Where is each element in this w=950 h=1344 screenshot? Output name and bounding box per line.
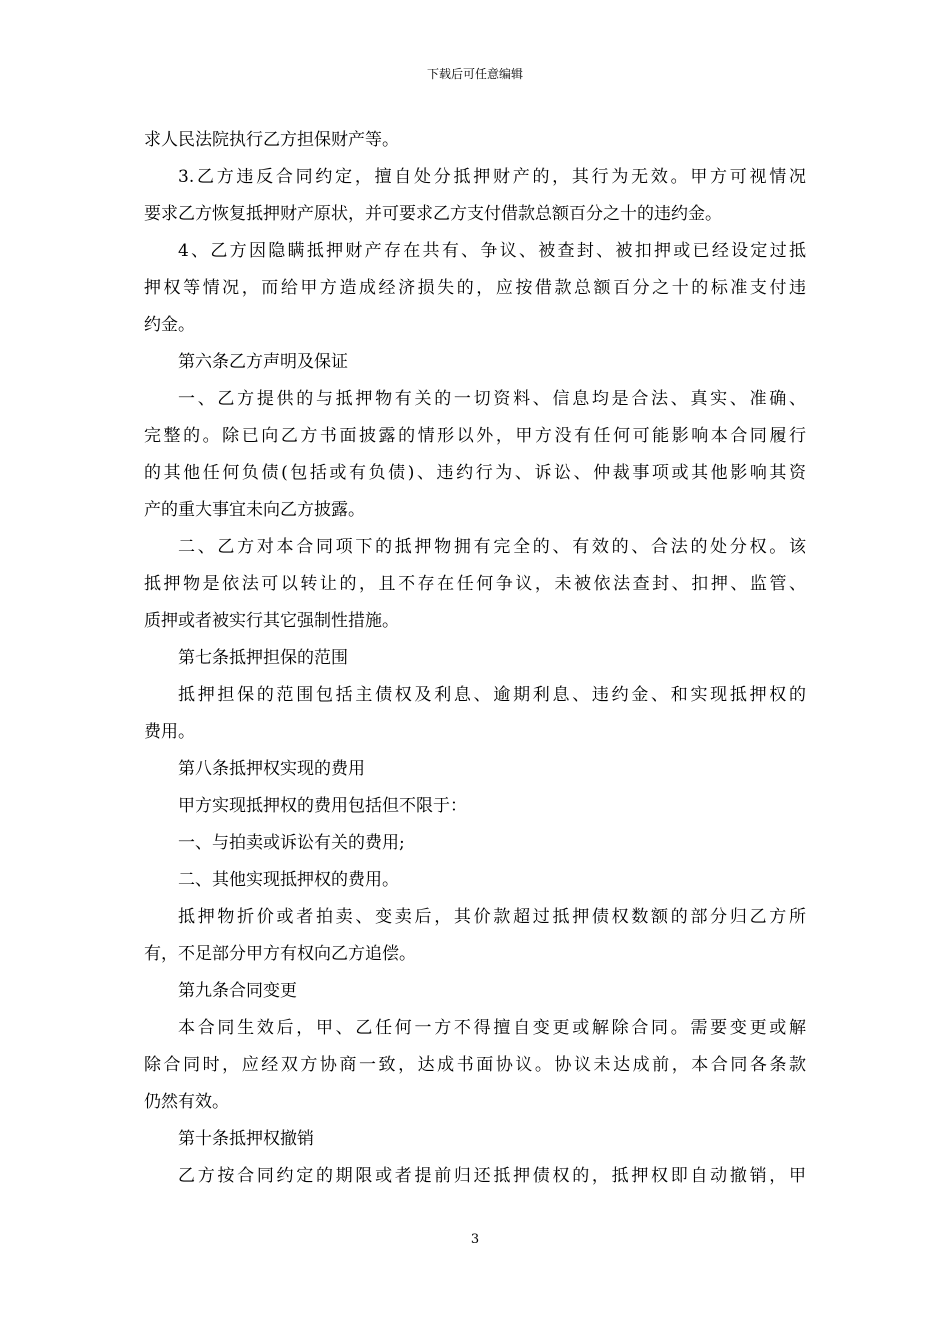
text-line: 仍然有效。 xyxy=(144,1092,229,1112)
text-line: 质押或者被实行其它强制性措施。 xyxy=(144,611,399,631)
text-line: 的其他任何负债(包括或有负债)、违约行为、诉讼、仲裁事项或其他影响其资 xyxy=(144,463,806,483)
text-line: 3.乙方违反合同约定，擅自处分抵押财产的，其行为无效。甲方可视情况 xyxy=(178,167,806,187)
paragraph xyxy=(144,825,806,862)
text-line: 完整的。除已向乙方书面披露的情形以外，甲方没有任何可能影响本合同履行 xyxy=(144,426,806,446)
paragraph xyxy=(144,1010,806,1121)
text-line: 抵押担保的范围包括主债权及利息、逾期利息、违约金、和实现抵押权的 xyxy=(178,685,806,705)
text-line: 4、乙方因隐瞒抵押财产存在共有、争议、被查封、被扣押或已经设定过抵 xyxy=(178,241,806,261)
page-header: 下载后可任意编辑 xyxy=(426,67,523,81)
text-line: 押权等情况，而给甲方造成经济损失的，应按借款总额百分之十的标准支付违 xyxy=(144,278,806,298)
text-line: 甲方实现抵押权的费用包括但不限于： xyxy=(178,796,467,816)
paragraph xyxy=(144,529,806,640)
paragraph xyxy=(144,381,806,529)
text-line: 抵押物是依法可以转让的，且不存在任何争议，未被依法查封、扣押、监管、 xyxy=(144,574,806,594)
paragraph xyxy=(144,159,806,233)
text-line: 第七条抵押担保的范围 xyxy=(178,648,348,668)
paragraph xyxy=(144,677,806,751)
text-line: 一、乙方提供的与抵押物有关的一切资料、信息均是合法、真实、准确、 xyxy=(178,389,806,409)
text-line: 乙方按合同约定的期限或者提前归还抵押债权的，抵押权即自动撤销，甲 xyxy=(178,1166,806,1186)
paragraph xyxy=(144,344,806,381)
text-line: 第六条乙方声明及保证 xyxy=(178,352,348,372)
text-line: 产的重大事宜未向乙方披露。 xyxy=(144,500,365,520)
paragraph xyxy=(144,862,806,899)
text-line: 费用。 xyxy=(144,722,195,742)
paragraph xyxy=(144,788,806,825)
text-line: 有，不足部分甲方有权向乙方追偿。 xyxy=(144,944,416,964)
paragraph xyxy=(144,751,806,788)
text-line: 求人民法院执行乙方担保财产等。 xyxy=(144,130,399,150)
paragraph xyxy=(144,640,806,677)
text-line: 第八条抵押权实现的费用 xyxy=(178,759,365,779)
paragraph xyxy=(144,1158,806,1195)
text-line: 二、乙方对本合同项下的抵押物拥有完全的、有效的、合法的处分权。该 xyxy=(178,537,806,557)
text-line: 第九条合同变更 xyxy=(178,981,297,1001)
text-line: 第十条抵押权撤销 xyxy=(178,1129,314,1149)
text-line: 一、与拍卖或诉讼有关的费用; xyxy=(178,833,405,853)
paragraph xyxy=(144,233,806,344)
text-line: 二、其他实现抵押权的费用。 xyxy=(178,870,399,890)
document-body xyxy=(144,122,806,1195)
paragraph xyxy=(144,899,806,973)
paragraph xyxy=(144,973,806,1010)
text-line: 要求乙方恢复抵押财产原状，并可要求乙方支付借款总额百分之十的违约金。 xyxy=(144,204,722,224)
text-line: 抵押物折价或者拍卖、变卖后，其价款超过抵押债权数额的部分归乙方所 xyxy=(178,907,806,927)
page-number: 3 xyxy=(470,1232,480,1247)
text-line: 约金。 xyxy=(144,315,195,335)
paragraph xyxy=(144,122,806,159)
text-line: 本合同生效后，甲、乙任何一方不得擅自变更或解除合同。需要变更或解 xyxy=(178,1018,806,1038)
paragraph xyxy=(144,1121,806,1158)
text-line: 除合同时，应经双方协商一致，达成书面协议。协议未达成前，本合同各条款 xyxy=(144,1055,806,1075)
